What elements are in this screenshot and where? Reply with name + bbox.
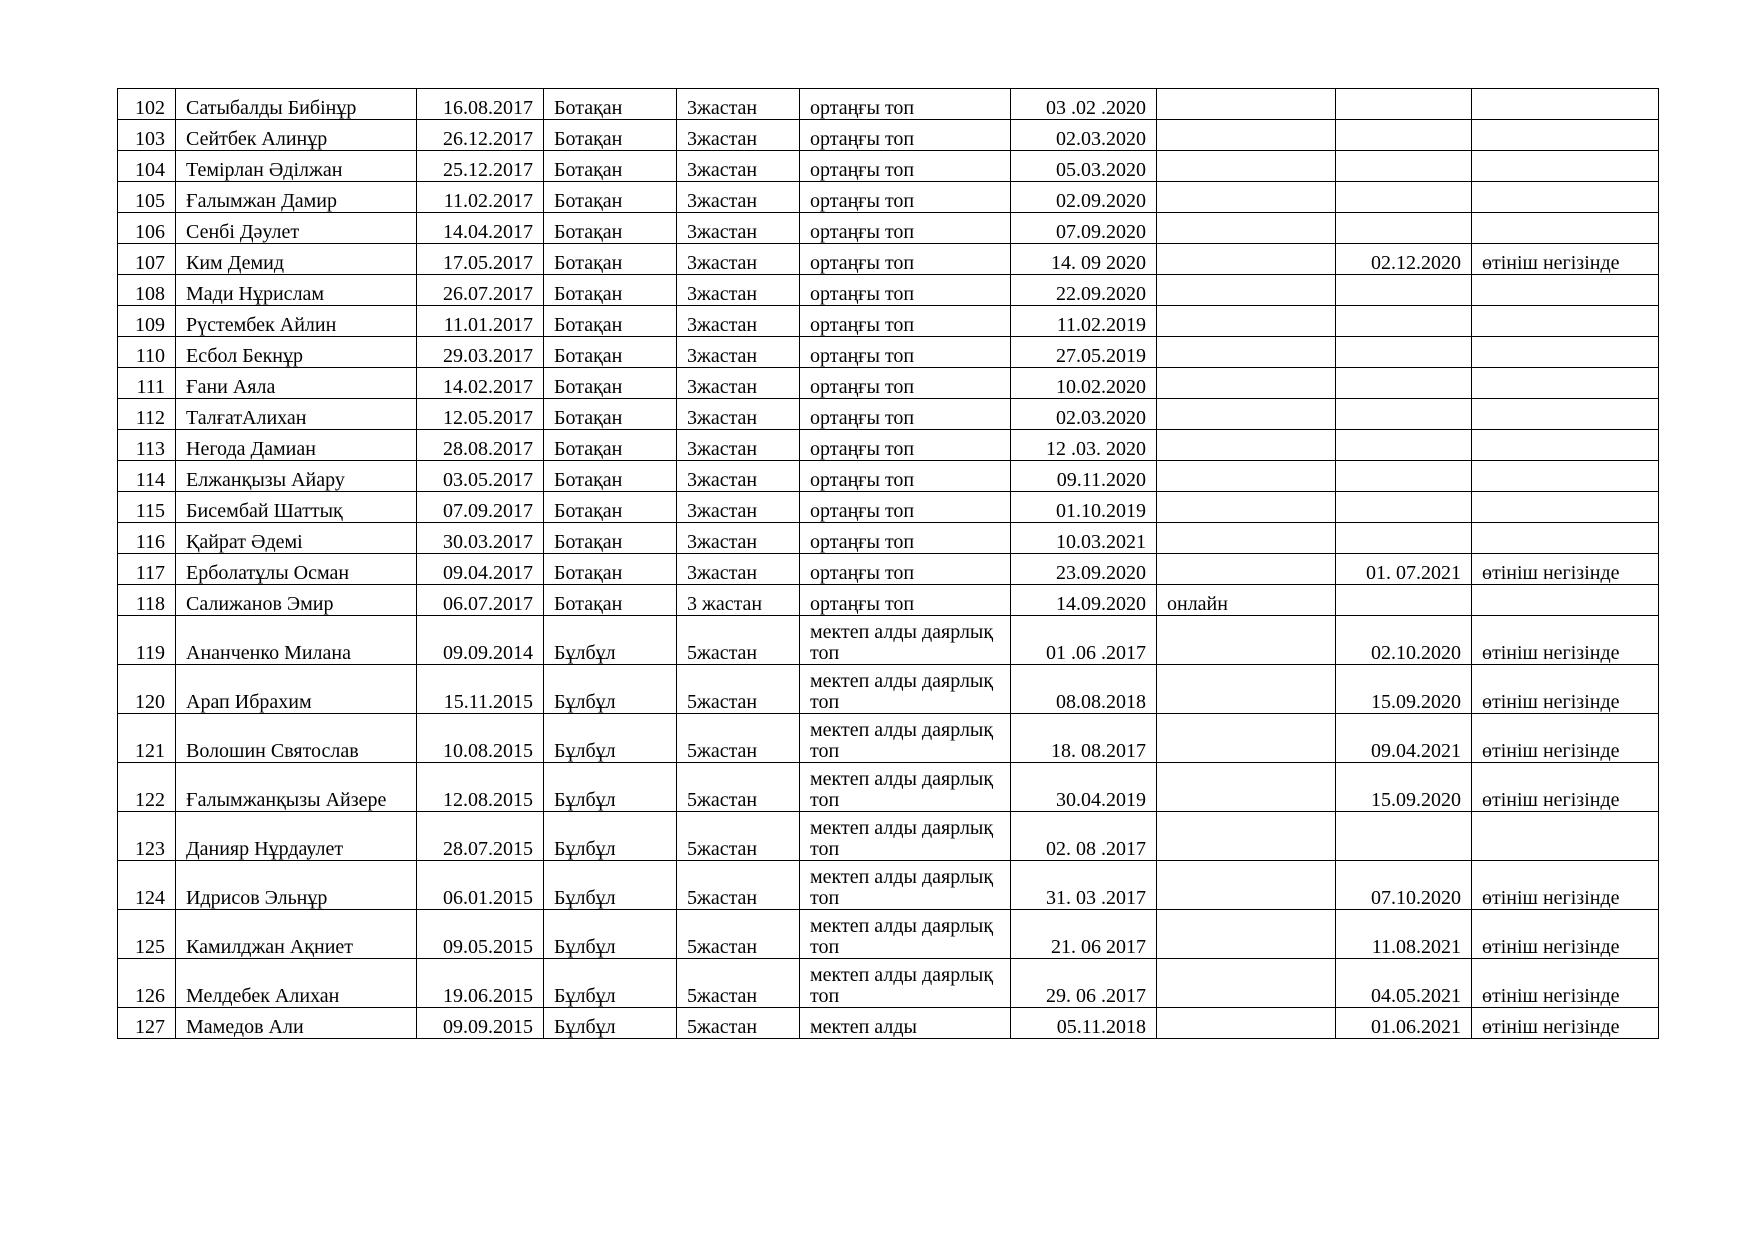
age-group: 5жастан: [677, 616, 800, 665]
table-row: [118, 368, 1659, 399]
child-name: Ғалымжанқызы Айзере: [176, 763, 417, 812]
group-level: ортаңғы топ: [800, 368, 1011, 399]
group-level: мектеп алды даярлық топ: [800, 763, 1011, 812]
table-row: [118, 812, 1659, 861]
attendance-mode: [1157, 275, 1336, 306]
leave-date: [1336, 337, 1472, 368]
age-group: 3жастан: [677, 368, 800, 399]
admission-date: 03 .02 .2020: [1011, 89, 1157, 120]
group-level: мектеп алды даярлық топ: [800, 959, 1011, 1008]
leave-reason: [1472, 306, 1659, 337]
leave-date: [1336, 120, 1472, 151]
attendance-mode: [1157, 492, 1336, 523]
group-name: Бұлбұл: [544, 763, 677, 812]
admission-date: 02. 08 .2017: [1011, 812, 1157, 861]
table-row: [118, 554, 1659, 585]
age-group: 3жастан: [677, 151, 800, 182]
admission-date: 11.02.2019: [1011, 306, 1157, 337]
age-group: 3жастан: [677, 430, 800, 461]
attendance-mode: [1157, 812, 1336, 861]
group-level: мектеп алды даярлық топ: [800, 616, 1011, 665]
attendance-mode: [1157, 151, 1336, 182]
birth-date: 25.12.2017: [417, 151, 544, 182]
table-row: [118, 523, 1659, 554]
age-group: 3жастан: [677, 337, 800, 368]
admission-date: 05.11.2018: [1011, 1008, 1157, 1039]
group-level: ортаңғы топ: [800, 213, 1011, 244]
group-name: Ботақан: [544, 337, 677, 368]
table-row: [118, 244, 1659, 275]
child-name: Есбол Бекнұр: [176, 337, 417, 368]
child-name: Арап Ибрахим: [176, 665, 417, 714]
row-number: 119: [118, 616, 176, 665]
leave-reason: [1472, 275, 1659, 306]
leave-date: 11.08.2021: [1336, 910, 1472, 959]
age-group: 5жастан: [677, 763, 800, 812]
birth-date: 19.06.2015: [417, 959, 544, 1008]
group-name: Ботақан: [544, 585, 677, 616]
attendance-mode: [1157, 89, 1336, 120]
child-name: Мади Нұрислам: [176, 275, 417, 306]
leave-date: [1336, 523, 1472, 554]
group-name: Ботақан: [544, 399, 677, 430]
group-level: ортаңғы топ: [800, 523, 1011, 554]
group-name: Бұлбұл: [544, 861, 677, 910]
group-level: ортаңғы топ: [800, 337, 1011, 368]
group-level: мектеп алды даярлық топ: [800, 665, 1011, 714]
leave-reason: [1472, 368, 1659, 399]
attendance-mode: [1157, 523, 1336, 554]
group-level: мектеп алды даярлық топ: [800, 861, 1011, 910]
group-level: ортаңғы топ: [800, 244, 1011, 275]
admission-date: 14.09.2020: [1011, 585, 1157, 616]
leave-date: [1336, 306, 1472, 337]
table-row: [118, 275, 1659, 306]
leave-date: [1336, 89, 1472, 120]
table-row: [118, 763, 1659, 812]
row-number: 104: [118, 151, 176, 182]
age-group: 5жастан: [677, 959, 800, 1008]
row-number: 110: [118, 337, 176, 368]
attendance-mode: [1157, 430, 1336, 461]
row-number: 124: [118, 861, 176, 910]
row-number: 114: [118, 461, 176, 492]
age-group: 5жастан: [677, 714, 800, 763]
attendance-mode: онлайн: [1157, 585, 1336, 616]
age-group: 3жастан: [677, 182, 800, 213]
child-name: Идрисов Эльнұр: [176, 861, 417, 910]
attendance-mode: [1157, 244, 1336, 275]
child-name: Қайрат Әдемі: [176, 523, 417, 554]
group-name: Ботақан: [544, 182, 677, 213]
admission-date: 21. 06 2017: [1011, 910, 1157, 959]
age-group: 3жастан: [677, 554, 800, 585]
child-name: Ананченко Милана: [176, 616, 417, 665]
child-name: Сенбі Дәулет: [176, 213, 417, 244]
leave-reason: [1472, 812, 1659, 861]
row-number: 106: [118, 213, 176, 244]
row-number: 115: [118, 492, 176, 523]
group-name: Ботақан: [544, 306, 677, 337]
row-number: 103: [118, 120, 176, 151]
attendance-mode: [1157, 1008, 1336, 1039]
leave-reason: өтініш негізінде: [1472, 554, 1659, 585]
birth-date: 09.05.2015: [417, 910, 544, 959]
birth-date: 12.08.2015: [417, 763, 544, 812]
admission-date: 02.09.2020: [1011, 182, 1157, 213]
group-name: Ботақан: [544, 120, 677, 151]
group-level: ортаңғы топ: [800, 585, 1011, 616]
child-name: Рүстембек Айлин: [176, 306, 417, 337]
table-row: [118, 337, 1659, 368]
leave-reason: [1472, 151, 1659, 182]
leave-date: [1336, 461, 1472, 492]
child-name: Ғани Аяла: [176, 368, 417, 399]
leave-date: 01.06.2021: [1336, 1008, 1472, 1039]
group-level: ортаңғы топ: [800, 554, 1011, 585]
age-group: 3жастан: [677, 306, 800, 337]
birth-date: 28.07.2015: [417, 812, 544, 861]
child-name: Сейтбек Алинұр: [176, 120, 417, 151]
leave-date: 01. 07.2021: [1336, 554, 1472, 585]
row-number: 102: [118, 89, 176, 120]
leave-date: [1336, 151, 1472, 182]
child-name: Негода Дамиан: [176, 430, 417, 461]
leave-date: 04.05.2021: [1336, 959, 1472, 1008]
group-level: ортаңғы топ: [800, 151, 1011, 182]
birth-date: 09.09.2014: [417, 616, 544, 665]
child-name: Волошин Святослав: [176, 714, 417, 763]
leave-reason: [1472, 399, 1659, 430]
group-level: мектеп алды: [800, 1008, 1011, 1039]
group-level: ортаңғы топ: [800, 430, 1011, 461]
group-name: Ботақан: [544, 244, 677, 275]
table-row: [118, 151, 1659, 182]
admission-date: 07.09.2020: [1011, 213, 1157, 244]
table-row: [118, 213, 1659, 244]
age-group: 5жастан: [677, 1008, 800, 1039]
leave-reason: [1472, 337, 1659, 368]
leave-reason: [1472, 182, 1659, 213]
birth-date: 16.08.2017: [417, 89, 544, 120]
leave-date: [1336, 182, 1472, 213]
attendance-mode: [1157, 461, 1336, 492]
group-name: Ботақан: [544, 89, 677, 120]
group-name: Ботақан: [544, 151, 677, 182]
birth-date: 17.05.2017: [417, 244, 544, 275]
birth-date: 11.02.2017: [417, 182, 544, 213]
table-row: [118, 959, 1659, 1008]
attendance-mode: [1157, 368, 1336, 399]
birth-date: 26.07.2017: [417, 275, 544, 306]
birth-date: 07.09.2017: [417, 492, 544, 523]
child-name: Елжанқызы Айару: [176, 461, 417, 492]
age-group: 3жастан: [677, 244, 800, 275]
row-number: 121: [118, 714, 176, 763]
birth-date: 26.12.2017: [417, 120, 544, 151]
birth-date: 10.08.2015: [417, 714, 544, 763]
child-name: Ким Демид: [176, 244, 417, 275]
admission-date: 10.03.2021: [1011, 523, 1157, 554]
attendance-mode: [1157, 959, 1336, 1008]
admission-date: 23.09.2020: [1011, 554, 1157, 585]
row-number: 122: [118, 763, 176, 812]
table-row: [118, 430, 1659, 461]
leave-reason: [1472, 461, 1659, 492]
leave-date: [1336, 368, 1472, 399]
leave-date: [1336, 430, 1472, 461]
age-group: 3жастан: [677, 399, 800, 430]
group-name: Бұлбұл: [544, 910, 677, 959]
attendance-mode: [1157, 910, 1336, 959]
age-group: 3жастан: [677, 120, 800, 151]
child-name: Сатыбалды Бибінұр: [176, 89, 417, 120]
leave-date: 15.09.2020: [1336, 665, 1472, 714]
row-number: 109: [118, 306, 176, 337]
age-group: 3жастан: [677, 492, 800, 523]
attendance-mode: [1157, 120, 1336, 151]
group-level: ортаңғы топ: [800, 306, 1011, 337]
attendance-mode: [1157, 665, 1336, 714]
leave-reason: [1472, 430, 1659, 461]
attendance-mode: [1157, 554, 1336, 585]
leave-date: 15.09.2020: [1336, 763, 1472, 812]
leave-reason: өтініш негізінде: [1472, 959, 1659, 1008]
row-number: 107: [118, 244, 176, 275]
row-number: 111: [118, 368, 176, 399]
admission-date: 22.09.2020: [1011, 275, 1157, 306]
leave-date: 02.12.2020: [1336, 244, 1472, 275]
child-name: Бисембай Шаттық: [176, 492, 417, 523]
group-name: Бұлбұл: [544, 714, 677, 763]
attendance-mode: [1157, 399, 1336, 430]
child-name: Темірлан Әділжан: [176, 151, 417, 182]
table-row: [118, 616, 1659, 665]
group-level: ортаңғы топ: [800, 461, 1011, 492]
birth-date: 11.01.2017: [417, 306, 544, 337]
leave-reason: өтініш негізінде: [1472, 910, 1659, 959]
leave-date: 07.10.2020: [1336, 861, 1472, 910]
table-row: [118, 89, 1659, 120]
admission-date: 27.05.2019: [1011, 337, 1157, 368]
admission-date: 09.11.2020: [1011, 461, 1157, 492]
group-name: Ботақан: [544, 430, 677, 461]
birth-date: 28.08.2017: [417, 430, 544, 461]
table-row: [118, 714, 1659, 763]
table-row: [118, 910, 1659, 959]
table-row: [118, 306, 1659, 337]
admission-date: 02.03.2020: [1011, 120, 1157, 151]
group-level: ортаңғы топ: [800, 492, 1011, 523]
attendance-mode: [1157, 337, 1336, 368]
group-name: Ботақан: [544, 213, 677, 244]
birth-date: 15.11.2015: [417, 665, 544, 714]
child-name: Мелдебек Алихан: [176, 959, 417, 1008]
age-group: 5жастан: [677, 910, 800, 959]
child-name: Камилджан Ақниет: [176, 910, 417, 959]
row-number: 105: [118, 182, 176, 213]
attendance-mode: [1157, 616, 1336, 665]
admission-date: 05.03.2020: [1011, 151, 1157, 182]
birth-date: 06.01.2015: [417, 861, 544, 910]
birth-date: 29.03.2017: [417, 337, 544, 368]
attendance-mode: [1157, 763, 1336, 812]
group-level: ортаңғы топ: [800, 89, 1011, 120]
birth-date: 12.05.2017: [417, 399, 544, 430]
birth-date: 09.09.2015: [417, 1008, 544, 1039]
admission-date: 29. 06 .2017: [1011, 959, 1157, 1008]
age-group: 3жастан: [677, 213, 800, 244]
group-name: Бұлбұл: [544, 1008, 677, 1039]
child-name: Мамедов Али: [176, 1008, 417, 1039]
leave-reason: [1472, 120, 1659, 151]
group-name: Бұлбұл: [544, 812, 677, 861]
child-name: Ерболатұлы Осман: [176, 554, 417, 585]
attendance-mode: [1157, 182, 1336, 213]
group-name: Бұлбұл: [544, 665, 677, 714]
leave-reason: [1472, 89, 1659, 120]
admission-date: 18. 08.2017: [1011, 714, 1157, 763]
row-number: 123: [118, 812, 176, 861]
leave-reason: [1472, 213, 1659, 244]
table-row: [118, 492, 1659, 523]
admission-date: 01.10.2019: [1011, 492, 1157, 523]
admission-date: 10.02.2020: [1011, 368, 1157, 399]
age-group: 3жастан: [677, 89, 800, 120]
admission-date: 30.04.2019: [1011, 763, 1157, 812]
table-row: [118, 1008, 1659, 1039]
admission-date: 01 .06 .2017: [1011, 616, 1157, 665]
age-group: 3жастан: [677, 523, 800, 554]
leave-date: [1336, 275, 1472, 306]
leave-reason: өтініш негізінде: [1472, 244, 1659, 275]
age-group: 3жастан: [677, 275, 800, 306]
group-name: Бұлбұл: [544, 959, 677, 1008]
leave-reason: [1472, 492, 1659, 523]
row-number: 108: [118, 275, 176, 306]
group-level: мектеп алды даярлық топ: [800, 714, 1011, 763]
admission-date: 02.03.2020: [1011, 399, 1157, 430]
group-name: Ботақан: [544, 554, 677, 585]
leave-date: 09.04.2021: [1336, 714, 1472, 763]
table-row: [118, 120, 1659, 151]
leave-reason: өтініш негізінде: [1472, 763, 1659, 812]
group-level: ортаңғы топ: [800, 182, 1011, 213]
leave-date: [1336, 213, 1472, 244]
leave-reason: өтініш негізінде: [1472, 1008, 1659, 1039]
leave-date: [1336, 812, 1472, 861]
row-number: 118: [118, 585, 176, 616]
age-group: 5жастан: [677, 665, 800, 714]
leave-date: [1336, 399, 1472, 430]
birth-date: 14.04.2017: [417, 213, 544, 244]
table-row: [118, 399, 1659, 430]
row-number: 120: [118, 665, 176, 714]
attendance-mode: [1157, 213, 1336, 244]
admission-date: 08.08.2018: [1011, 665, 1157, 714]
group-level: мектеп алды даярлық топ: [800, 910, 1011, 959]
leave-reason: [1472, 523, 1659, 554]
row-number: 112: [118, 399, 176, 430]
table-row: [118, 182, 1659, 213]
attendance-mode: [1157, 714, 1336, 763]
table-row: [118, 665, 1659, 714]
birth-date: 09.04.2017: [417, 554, 544, 585]
group-level: мектеп алды даярлық топ: [800, 812, 1011, 861]
admission-date: 31. 03 .2017: [1011, 861, 1157, 910]
age-group: 3 жастан: [677, 585, 800, 616]
row-number: 113: [118, 430, 176, 461]
table-row: [118, 585, 1659, 616]
leave-date: 02.10.2020: [1336, 616, 1472, 665]
child-name: Данияр Нұрдаулет: [176, 812, 417, 861]
admission-date: 14. 09 2020: [1011, 244, 1157, 275]
row-number: 117: [118, 554, 176, 585]
row-number: 127: [118, 1008, 176, 1039]
attendance-mode: [1157, 861, 1336, 910]
leave-reason: өтініш негізінде: [1472, 714, 1659, 763]
row-number: 126: [118, 959, 176, 1008]
child-name: Салижанов Эмир: [176, 585, 417, 616]
child-name: Ғалымжан Дамир: [176, 182, 417, 213]
age-group: 3жастан: [677, 461, 800, 492]
age-group: 5жастан: [677, 812, 800, 861]
leave-reason: [1472, 585, 1659, 616]
group-name: Ботақан: [544, 523, 677, 554]
birth-date: 14.02.2017: [417, 368, 544, 399]
group-level: ортаңғы топ: [800, 275, 1011, 306]
admission-date: 12 .03. 2020: [1011, 430, 1157, 461]
group-name: Ботақан: [544, 368, 677, 399]
age-group: 5жастан: [677, 861, 800, 910]
leave-reason: өтініш негізінде: [1472, 861, 1659, 910]
group-name: Бұлбұл: [544, 616, 677, 665]
group-level: ортаңғы топ: [800, 120, 1011, 151]
row-number: 116: [118, 523, 176, 554]
child-name: ТалғатАлихан: [176, 399, 417, 430]
group-name: Ботақан: [544, 275, 677, 306]
row-number: 125: [118, 910, 176, 959]
birth-date: 03.05.2017: [417, 461, 544, 492]
children-register-table: [117, 88, 1659, 1039]
table-row: [118, 461, 1659, 492]
birth-date: 30.03.2017: [417, 523, 544, 554]
leave-reason: өтініш негізінде: [1472, 616, 1659, 665]
group-name: Ботақан: [544, 492, 677, 523]
attendance-mode: [1157, 306, 1336, 337]
leave-date: [1336, 492, 1472, 523]
group-name: Ботақан: [544, 461, 677, 492]
leave-reason: өтініш негізінде: [1472, 665, 1659, 714]
group-level: ортаңғы топ: [800, 399, 1011, 430]
leave-date: [1336, 585, 1472, 616]
birth-date: 06.07.2017: [417, 585, 544, 616]
table-row: [118, 861, 1659, 910]
